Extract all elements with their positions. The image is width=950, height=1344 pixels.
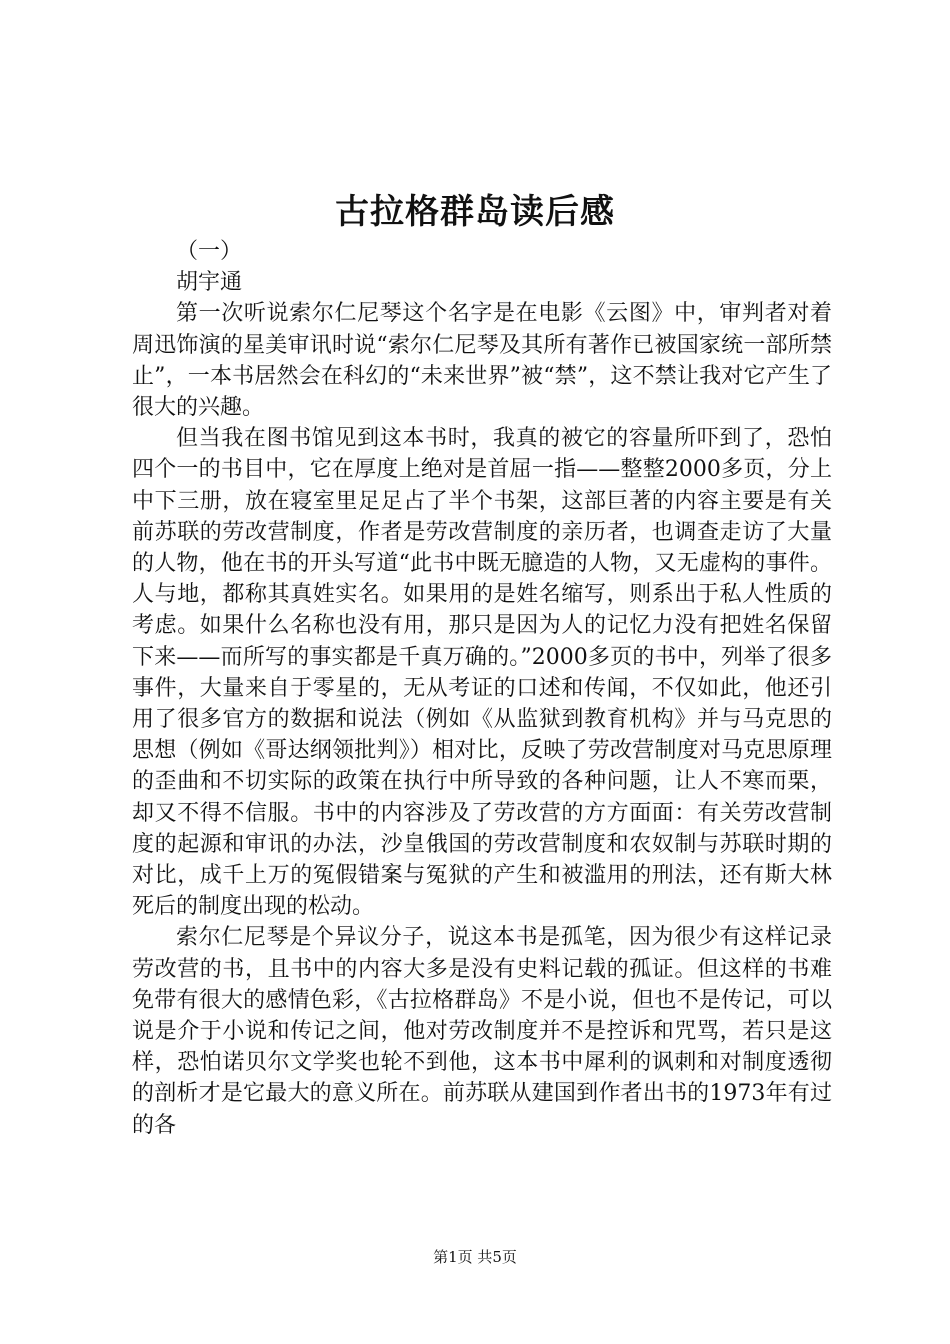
page-footer: 第1页 共5页	[433, 1248, 517, 1266]
paragraph-1: 第一次听说索尔仁尼琴这个名字是在电影《云图》中，审判者对着周迅饰演的星美审讯时说“索尔仁尼琴及其所有著作已被国家统一部所禁止”，一本书居然会在科幻的“未来世界”被“禁”，这不禁让我对它产生了很大的兴趣。	[132, 301, 832, 421]
section-marker: （一）	[176, 239, 243, 264]
document-title: 古拉格群岛读后感	[335, 192, 615, 232]
document-body	[132, 236, 832, 1141]
paragraph-3: 索尔仁尼琴是个异议分子，说这本书是孤笔，因为很少有这样记录劳改营的书，且书中的内容大多是没有史料记载的孤证。但这样的书难免带有很大的感情色彩，《古拉格群岛》不是小说，但也不是传记，可以说是介于小说和传记之间，他对劳改制度并不是控诉和咒骂，若只是这样，恐怕诺贝尔文学奖也轮不到他，这本书中犀利的讽刺和对制度透彻的剖析才是它最大的意义所在。前苏联从建国到作者出书的1973年有过的各	[132, 925, 832, 1138]
author-name: 胡宇通	[176, 270, 243, 296]
paragraph-2: 但当我在图书馆见到这本书时，我真的被它的容量所吓到了，恐怕四个一的书目中，它在厚度上绝对是首屈一指——整整2000多页，分上中下三册，放在寝室里足足占了半个书架，这部巨著的内容主要是有关前苏联的劳改营制度，作者是劳改营制度的亲历者，也调查走访了大量的人物，他在书的开头写道“此书中既无臆造的人物，又无虚构的事件。人与地，都称其真姓实名。如果用的是姓名缩写，则系出于私人性质的考虑。如果什么名称也没有用，那只是因为人的记忆力没有把姓名保留下来——而所写的事实都是千真万确的。”2000多页的书中，列举了很多事件，大量来自于零星的，无从考证的口述和传闻，不仅如此，他还引用了很多官方的数据和说法（例如《从监狱到教育机构》并与马克思的思想（例如《哥达纲领批判》）相对比，反映了劳改营制度对马克思原理的歪曲和不切实际的政策在执行中所导致的各种问题，让人不寒而栗，却又不得不信服。书中的内容涉及了劳改营的方方面面：有关劳改营制度的起源和审讯的办法，沙皇俄国的劳改营制度和农奴制与苏联时期的对比，成千上万的冤假错案与冤狱的产生和被滥用的刑法，还有斯大林死后的制度出现的松动。	[132, 426, 832, 920]
